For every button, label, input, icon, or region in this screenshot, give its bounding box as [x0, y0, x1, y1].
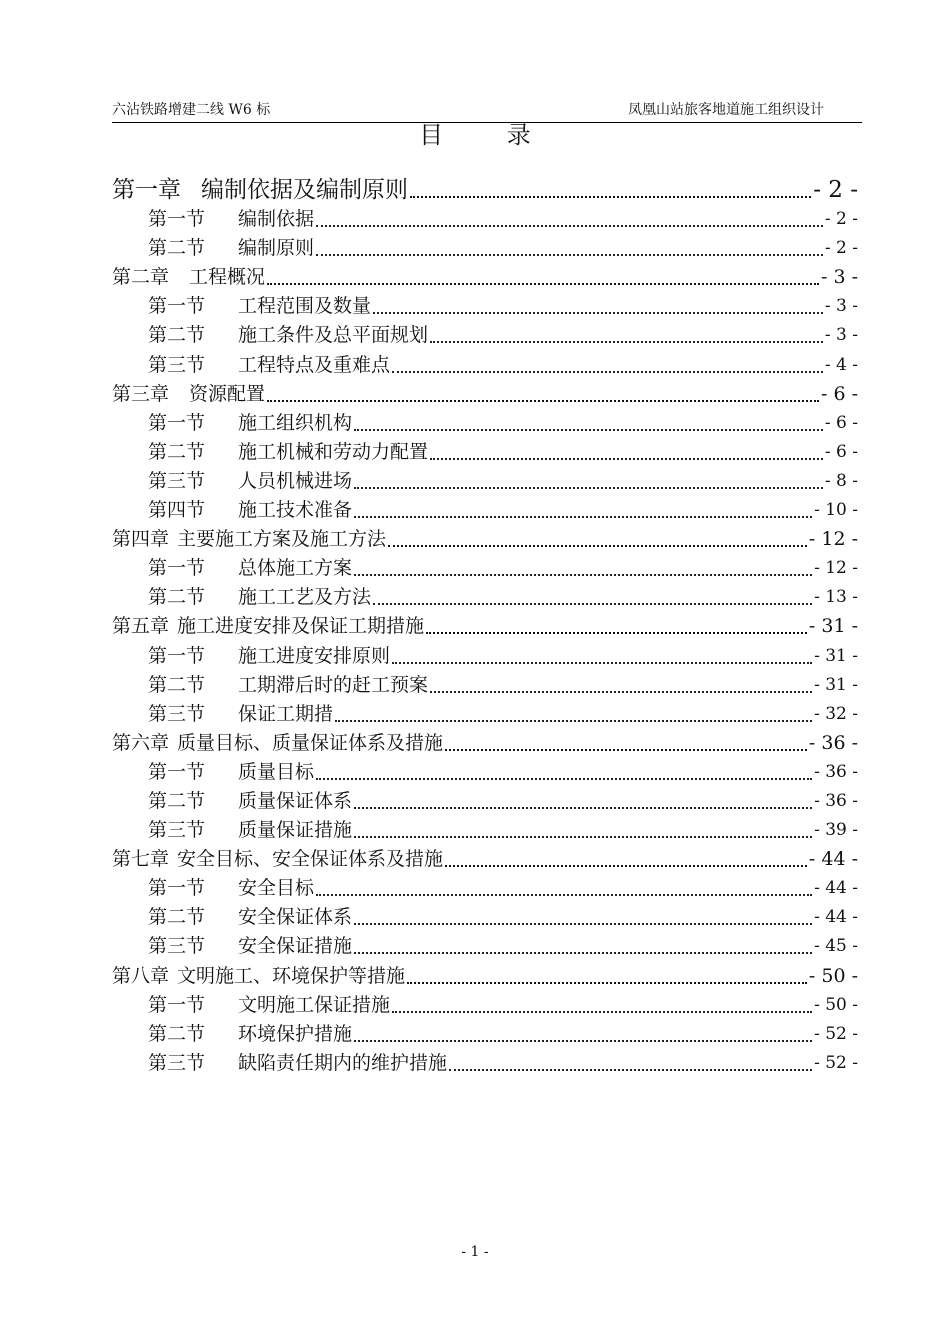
page-header: [112, 100, 862, 122]
toc-entry-label: [148, 236, 314, 260]
toc-entry-label: [148, 411, 352, 435]
dot-leader: [430, 438, 823, 460]
toc-section-entry[interactable]: [112, 1046, 858, 1075]
toc-entry-title: 总体施工方案: [238, 557, 353, 580]
toc-entry-title: 质量保证体系: [238, 789, 353, 812]
header-document-title: 凤凰山站旅客地道施工组织设计: [628, 102, 824, 118]
dot-leader: [445, 729, 807, 751]
toc-chapter-entry[interactable]: [112, 377, 858, 406]
toc-entry-title: 工期滞后时的赶工预案: [238, 673, 429, 696]
dot-leader: [354, 1020, 812, 1042]
toc-section-entry[interactable]: [112, 551, 858, 580]
toc-entry-number: 第六章: [112, 731, 170, 754]
dot-leader: [335, 700, 812, 722]
dot-leader: [354, 787, 812, 809]
toc-chapter-entry[interactable]: [112, 522, 858, 551]
toc-section-entry[interactable]: [112, 580, 858, 609]
toc-section-entry[interactable]: [112, 464, 858, 493]
toc-entry-page: - 3 -: [824, 296, 858, 317]
toc-entry-page: - 31 -: [814, 674, 858, 695]
toc-entry-label: [112, 614, 424, 638]
toc-entry-label: [148, 702, 333, 726]
toc-entry-title: 质量目标、质量保证体系及措施: [177, 731, 444, 754]
toc-chapter-entry[interactable]: [112, 260, 858, 289]
toc-section-entry[interactable]: [112, 202, 858, 231]
toc-entry-number: 第二节: [148, 324, 206, 347]
toc-entry-title: 工程范围及数量: [238, 295, 372, 318]
toc-entry-title: 质量保证措施: [238, 819, 353, 842]
dot-leader: [392, 642, 812, 664]
toc-entry-label: [148, 498, 352, 522]
toc-entry-page: - 36 -: [814, 790, 858, 811]
toc-entry-title: 工程特点及重难点: [238, 353, 391, 376]
toc-entry-label: [148, 207, 314, 231]
dot-leader: [316, 205, 823, 227]
toc-entry-number: 第二章: [112, 266, 170, 289]
toc-entry-title: 安全保证体系: [238, 906, 353, 929]
toc-section-entry[interactable]: [112, 347, 858, 376]
toc-section-entry[interactable]: [112, 1017, 858, 1046]
header-project-name: 六沾铁路增建二线 W6 标: [112, 102, 271, 118]
toc-entry-number: 第三节: [148, 819, 206, 842]
toc-entry-number: 第一节: [148, 993, 206, 1016]
toc-entry-page: - 12 -: [814, 558, 858, 579]
toc-entry-label: [112, 527, 386, 551]
toc-entry-label: [148, 294, 371, 318]
toc-entry-page: - 8 -: [824, 470, 858, 491]
dot-leader: [354, 816, 812, 838]
toc-section-entry[interactable]: [112, 784, 858, 813]
toc-entry-number: 第一节: [148, 411, 206, 434]
toc-entry-title: 资源配置: [189, 382, 266, 405]
toc-entry-label: [148, 789, 352, 813]
toc-entry-page: - 44 -: [814, 878, 858, 899]
toc-entry-page: - 2 -: [813, 177, 858, 203]
toc-entry-page: - 12 -: [808, 528, 858, 551]
toc-entry-page: - 52 -: [814, 1023, 858, 1044]
dot-leader: [445, 845, 807, 867]
toc-entry-page: - 39 -: [814, 820, 858, 841]
toc-entry-title: 施工组织机构: [238, 411, 353, 434]
toc-chapter-entry[interactable]: [112, 726, 858, 755]
toc-entry-label: [148, 644, 390, 668]
toc-section-entry[interactable]: [112, 406, 858, 435]
toc-section-entry[interactable]: [112, 638, 858, 667]
toc-entry-page: - 44 -: [814, 907, 858, 928]
toc-entry-label: [112, 178, 408, 202]
toc-entry-label: [148, 934, 352, 958]
toc-entry-title: 施工技术准备: [238, 499, 353, 522]
toc-entry-number: 第四节: [148, 499, 206, 522]
toc-heading: 目 录: [419, 121, 559, 149]
dot-leader: [430, 321, 823, 343]
toc-entry-label: [148, 760, 314, 784]
dot-leader: [267, 263, 819, 285]
toc-entry-page: - 2 -: [824, 238, 858, 259]
toc-entry-label: [112, 847, 443, 871]
toc-entry-number: 第一节: [148, 644, 206, 667]
toc-entry-number: 第三节: [148, 1051, 206, 1074]
toc-entry-title: 编制原则: [238, 237, 315, 260]
toc-entry-title: 缺陷责任期内的维护措施: [238, 1051, 448, 1074]
dot-leader: [354, 409, 823, 431]
toc-entry-page: - 3 -: [820, 266, 858, 289]
toc-entry-number: 第七章: [112, 848, 170, 871]
toc-entry-page: - 36 -: [808, 731, 858, 754]
dot-leader: [354, 903, 812, 925]
toc-entry-number: 第一节: [148, 208, 206, 231]
dot-leader: [392, 991, 812, 1013]
toc-entry-page: - 50 -: [808, 964, 858, 987]
dot-leader: [410, 176, 811, 198]
dot-leader: [388, 525, 807, 547]
toc-entry-page: - 6 -: [824, 441, 858, 462]
toc-entry-number: 第二节: [148, 906, 206, 929]
toc-entry-title: 文明施工、环境保护等措施: [177, 964, 406, 987]
toc-entry-number: 第一章: [112, 177, 181, 203]
dot-leader: [373, 583, 812, 605]
toc-section-entry[interactable]: [112, 668, 858, 697]
dot-leader: [354, 496, 812, 518]
toc-entry-number: 第二节: [148, 440, 206, 463]
toc-entry-number: 第三节: [148, 469, 206, 492]
toc-entry-label: [148, 905, 352, 929]
toc-entry-label: [148, 1022, 352, 1046]
toc-entry-title: 施工工艺及方法: [238, 586, 372, 609]
toc-entry-title: 安全目标、安全保证体系及措施: [177, 848, 444, 871]
toc-entry-number: 第四章: [112, 528, 170, 551]
toc-entry-title: 保证工期措: [238, 702, 334, 725]
toc-entry-label: [112, 964, 405, 988]
toc-section-entry[interactable]: [112, 493, 858, 522]
toc-entry-page: - 3 -: [824, 325, 858, 346]
toc-entry-page: - 44 -: [808, 848, 858, 871]
toc-entry-page: - 6 -: [824, 412, 858, 433]
toc-entry-page: - 2 -: [824, 209, 858, 230]
toc-entry-number: 第二节: [148, 586, 206, 609]
toc-entry-label: [112, 265, 265, 289]
toc-section-entry[interactable]: [112, 988, 858, 1017]
toc-entry-title: 编制依据: [238, 208, 315, 231]
toc-entry-page: - 45 -: [814, 936, 858, 957]
toc-entry-label: [148, 353, 390, 377]
toc-entry-title: 质量目标: [238, 760, 315, 783]
page-number: - 1 -: [461, 1244, 489, 1260]
dot-leader: [354, 467, 823, 489]
toc-entry-title: 安全目标: [238, 877, 315, 900]
toc-entry-label: [148, 556, 352, 580]
toc-section-entry[interactable]: [112, 871, 858, 900]
toc-entry-number: 第八章: [112, 964, 170, 987]
toc-entry-title: 环境保护措施: [238, 1022, 353, 1045]
toc-entry-number: 第一节: [148, 295, 206, 318]
toc-entry-title: 安全保证措施: [238, 935, 353, 958]
toc-entry-number: 第三章: [112, 382, 170, 405]
toc-entry-number: 第三节: [148, 935, 206, 958]
toc-entry-label: [148, 585, 371, 609]
toc-entry-page: - 6 -: [820, 382, 858, 405]
toc-entry-number: 第二节: [148, 789, 206, 812]
toc-entry-page: - 13 -: [814, 587, 858, 608]
toc-entry-page: - 36 -: [814, 761, 858, 782]
toc-entry-title: 施工条件及总平面规划: [238, 324, 429, 347]
dot-leader: [430, 671, 812, 693]
dot-leader: [316, 234, 823, 256]
dot-leader: [316, 874, 812, 896]
toc-entry-page: - 32 -: [814, 703, 858, 724]
toc-entry-label: [148, 469, 352, 493]
toc-entry-label: [148, 323, 428, 347]
dot-leader: [392, 351, 823, 373]
toc-entry-label: [112, 382, 265, 406]
toc-section-entry[interactable]: [112, 231, 858, 260]
toc-entry-number: 第五章: [112, 615, 170, 638]
toc-entry-number: 第一节: [148, 877, 206, 900]
dot-leader: [373, 292, 823, 314]
toc-section-entry[interactable]: [112, 697, 858, 726]
toc-entry-title: 编制依据及编制原则: [201, 177, 408, 203]
toc-section-entry[interactable]: [112, 318, 858, 347]
toc-entry-number: 第二节: [148, 673, 206, 696]
toc-chapter-entry[interactable]: [112, 609, 858, 638]
dot-leader: [267, 380, 819, 402]
toc-entry-label: [148, 818, 352, 842]
toc-entry-label: [148, 876, 314, 900]
toc-entry-number: 第一节: [148, 557, 206, 580]
toc-entry-page: - 10 -: [814, 500, 858, 521]
toc-entry-title: 主要施工方案及施工方法: [177, 528, 387, 551]
toc-entry-title: 施工机械和劳动力配置: [238, 440, 429, 463]
dot-leader: [354, 554, 812, 576]
dot-leader: [407, 962, 807, 984]
toc-section-entry[interactable]: [112, 289, 858, 318]
toc-chapter-entry[interactable]: [112, 958, 858, 987]
toc-chapter-entry[interactable]: [112, 842, 858, 871]
toc-entry-page: - 50 -: [814, 994, 858, 1015]
toc-section-entry[interactable]: [112, 755, 858, 784]
toc-entry-number: 第三节: [148, 353, 206, 376]
toc-section-entry[interactable]: [112, 900, 858, 929]
toc-entry-title: 施工进度安排原则: [238, 644, 391, 667]
toc-entry-label: [148, 440, 428, 464]
toc-entry-title: 文明施工保证措施: [238, 993, 391, 1016]
toc-section-entry[interactable]: [112, 929, 858, 958]
dot-leader: [354, 932, 812, 954]
toc-section-entry[interactable]: [112, 813, 858, 842]
toc-entry-title: 工程概况: [189, 266, 266, 289]
toc-entry-number: 第一节: [148, 760, 206, 783]
toc-entry-number: 第二节: [148, 1022, 206, 1045]
toc-entry-number: 第三节: [148, 702, 206, 725]
toc-entry-page: - 4 -: [824, 354, 858, 375]
dot-leader: [426, 612, 807, 634]
toc-entry-page: - 31 -: [814, 645, 858, 666]
dot-leader: [449, 1049, 812, 1071]
toc-entry-title: 施工进度安排及保证工期措施: [177, 615, 425, 638]
table-of-contents: [112, 170, 858, 1075]
dot-leader: [316, 758, 812, 780]
toc-entry-label: [148, 993, 390, 1017]
toc-entry-label: [148, 1051, 447, 1075]
toc-entry-page: - 31 -: [808, 615, 858, 638]
toc-entry-label: [148, 673, 428, 697]
toc-entry-number: 第二节: [148, 237, 206, 260]
toc-chapter-entry[interactable]: [112, 170, 858, 202]
toc-section-entry[interactable]: [112, 435, 858, 464]
toc-entry-label: [112, 731, 443, 755]
toc-entry-page: - 52 -: [814, 1052, 858, 1073]
toc-entry-title: 人员机械进场: [238, 469, 353, 492]
